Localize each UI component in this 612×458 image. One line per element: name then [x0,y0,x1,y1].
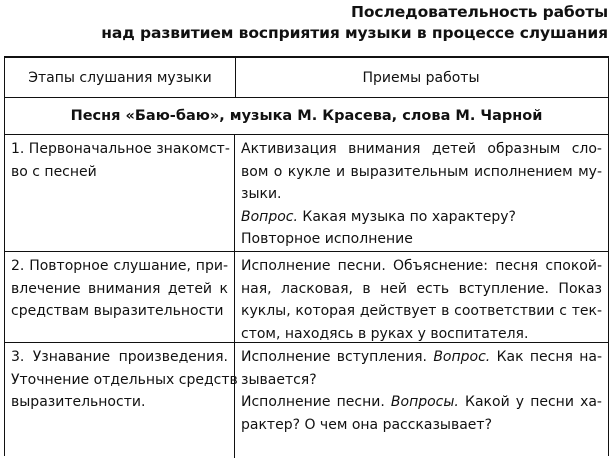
song-title-row: Песня «Баю-баю», музыка М. Красева, слова М. Чарной [5,98,608,135]
stage-text-line: 1. Первоначальное знакомст- [11,141,230,157]
question-text: Как песня на- [490,349,602,365]
method-text-line: стом, находясь в руках у воспитателя. [241,325,529,342]
method-text-line: Активизация внимания детей образным сло- [241,141,602,157]
method-text-line: Повторное исполнение [241,231,413,247]
stage-text-line: Уточнение отдельных средств [11,371,238,388]
method-text-line: Исполнение песни. Объяснение: песня спокой- [241,258,602,274]
method-text-line: ная, ласковая, в ней есть вступление. Показ [241,280,602,297]
stage-text-line: выразительности. [11,394,146,410]
stage-cell [5,343,238,458]
method-text: Исполнение песни. [241,394,391,410]
method-cell [235,252,607,342]
method-cell [235,343,607,458]
column-header-methods: Приемы работы [362,69,480,86]
method-text-line: зыки. [241,186,282,202]
method-text-line: рактер? О чем она рассказывает? [241,416,492,433]
stage-text-line: влечение внимания детей к [11,280,228,297]
heading-line-1: Последовательность работы [350,3,608,21]
table-row [5,252,608,343]
question-text: Какая музыка по характеру? [297,208,516,225]
question-label: Вопрос. [433,349,491,365]
stage-text-line: 3. Узнавание произведения. [11,349,228,365]
stage-cell [5,135,235,251]
method-text-line: куклы, которая действует в соответствии с тек- [241,303,602,319]
document-heading [101,2,608,44]
column-header-stages: Этапы слушания музыки [5,58,236,97]
stage-text-line: во с песней [11,163,97,180]
stage-cell [5,252,235,342]
questions-label: Вопросы. [390,394,459,410]
method-text-line [241,391,602,414]
table-row [5,343,608,458]
table-row [5,135,608,252]
method-text-line: вом о кукле и выразительным исполнением му- [241,163,602,180]
method-text: Исполнение вступления. [241,349,434,365]
method-text-line: зывается? [241,371,317,388]
heading-line-2: над развитием восприятия музыки в процессе слушания [101,24,608,42]
method-cell [235,135,607,251]
table-header-row [5,58,608,98]
question-label: Вопрос. [241,208,298,225]
stage-text-line: средствам выразительности [11,303,224,319]
method-text-line [241,206,602,229]
question-text: Какой у песни ха- [458,394,602,410]
stage-text-line: 2. Повторное слушание, при- [11,258,228,274]
work-sequence-table [4,56,609,456]
method-text-line [241,346,602,369]
